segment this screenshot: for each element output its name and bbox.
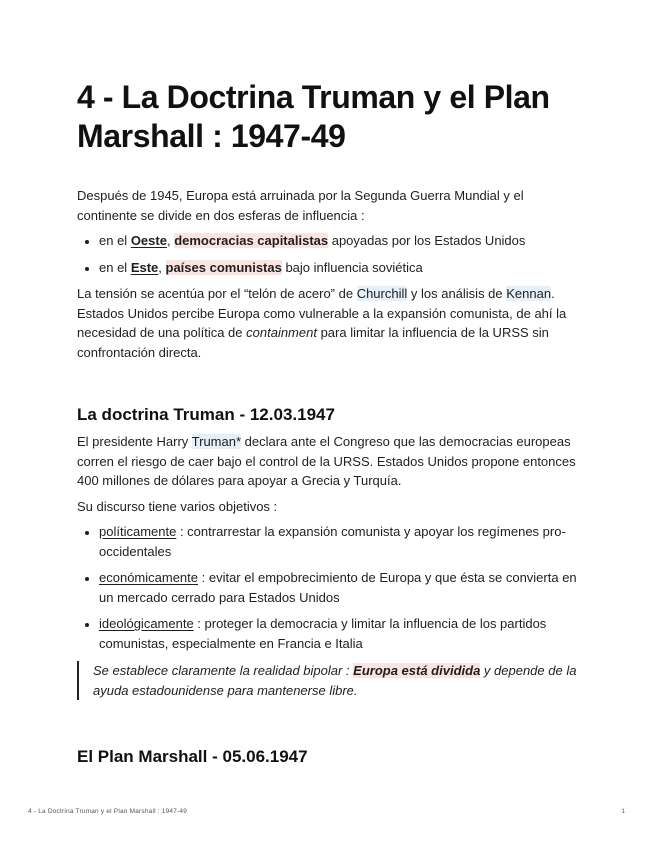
list-item: • políticamente : contrarrestar la expansión comunista y apoyar los regímenes pro-occidentales	[99, 522, 587, 561]
list-item: • ideológicamente : proteger la democracia y limitar la influencia de los partidos comunistas, especialmente en Francia e Italia	[99, 614, 587, 653]
person-churchill: Churchill	[356, 286, 408, 301]
italic-term: containment	[246, 325, 317, 340]
highlighted-term: Europa está dividida	[353, 663, 481, 678]
objectives-list	[77, 522, 587, 653]
spheres-list	[77, 231, 587, 277]
highlighted-term: países comunistas	[165, 259, 282, 275]
section-heading-truman: La doctrina Truman - 12.03.1947	[77, 405, 335, 424]
tension-paragraph: La tensión se acentúa por el “telón de acero” de Churchill y los análisis de Kennan. Estados Unidos percibe Europa como vulnerable a la expansión comunista, de ahí la necesidad de una política de containment para limitar la influencia de la URSS sin confrontación directa.	[77, 286, 567, 360]
quote-block: Se establece claramente la realidad bipolar : Europa está dividida y depende de la ayuda estadounidense para mantenerse libre.	[77, 661, 587, 700]
truman-paragraph: El presidente Harry Truman* declara ante el Congreso que las democracias europeas corren el riesgo de caer bajo el control de la URSS. Estados Unidos propone entonces 400 millones de dólares para apoyar a Grecia y Turquía.	[77, 434, 576, 488]
document-page	[77, 78, 587, 768]
region-term: Oeste	[130, 233, 167, 248]
list-item: • económicamente : evitar el empobrecimiento de Europa y que ésta se convierta en un mercado cerrado para Estados Unidos	[99, 568, 587, 607]
objective-term: ideológicamente	[99, 616, 194, 631]
intro-paragraph: Después de 1945, Europa está arruinada por la Segunda Guerra Mundial y el continente se divide en dos esferas de influencia :	[77, 188, 524, 223]
objective-term: políticamente	[99, 524, 177, 539]
person-truman: Truman*	[191, 434, 242, 449]
list-item-east: • en el Este, países comunistas bajo influencia soviética	[99, 258, 587, 278]
page-number: 1	[621, 808, 625, 815]
objective-term: económicamente	[99, 570, 198, 585]
person-kennan: Kennan	[506, 286, 552, 301]
region-term: Este	[130, 259, 159, 275]
objectives-intro: Su discurso tiene varios objetivos :	[77, 498, 278, 514]
list-item-west: • en el Oeste, democracias capitalistas apoyadas por los Estados Unidos	[99, 231, 587, 251]
highlighted-term: democracias capitalistas	[174, 233, 329, 248]
section-heading-marshall: El Plan Marshall - 05.06.1947	[77, 747, 308, 766]
page-title: 4 - La Doctrina Truman y el Plan Marshall : 1947-49	[77, 79, 550, 154]
footer-title: 4 - La Doctrina Truman y el Plan Marshall : 1947-49	[28, 808, 188, 815]
